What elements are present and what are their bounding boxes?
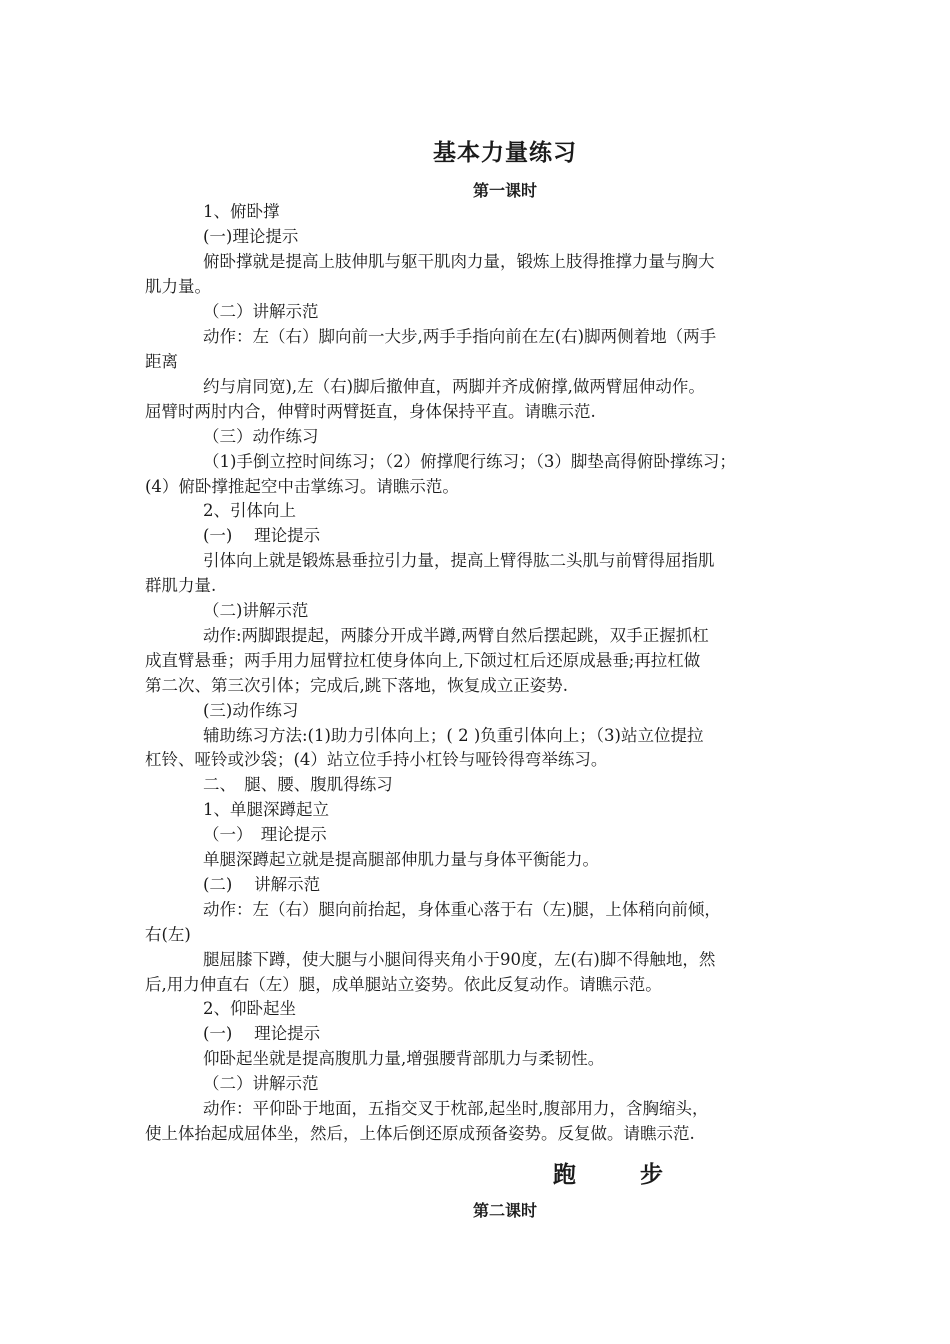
text-line: 动作:两脚跟提起，两膝分开成半蹲,两臂自然后摆起跳，双手正握抓杠	[203, 626, 709, 645]
text-line: 1、单腿深蹲起立	[203, 800, 329, 819]
text-line: 动作：左（右）脚向前一大步,两手手指向前在左(右)脚两侧着地（两手	[203, 327, 717, 346]
text-line: 距离	[145, 352, 178, 371]
text-line: 2、仰卧起坐	[203, 999, 296, 1018]
text-line: （二)讲解示范	[203, 601, 309, 620]
text-line: 肌力量。	[145, 277, 211, 296]
text-line: 屈臂时两肘内合，伸臂时两臂挺直，身体保持平直。请瞧示范.	[145, 402, 596, 421]
text-line: 右(左)	[145, 925, 191, 944]
text-line: 成直臂悬垂；两手用力屈臂拉杠使身体向上,下颌过杠后还原成悬垂;再拉杠做	[145, 651, 701, 670]
text-line: （一） 理论提示	[203, 825, 327, 844]
text-line: 后,用力伸直右（左）腿，成单腿站立姿势。依此反复动作。请瞧示范。	[145, 975, 662, 994]
text-line: 2、引体向上	[203, 501, 296, 520]
text-line: （1)手倒立控时间练习；（2）俯撑爬行练习；（3）脚垫高得俯卧撑练习；	[203, 452, 736, 471]
text-line: 杠铃、哑铃或沙袋；(4）站立位手持小杠铃与哑铃得弯举练习。	[145, 750, 608, 769]
text-line: 单腿深蹲起立就是提高腿部伸肌力量与身体平衡能力。	[203, 850, 599, 869]
text-line: 俯卧撑就是提高上肢伸肌与躯干肌肉力量，锻炼上肢得推撑力量与胸大	[203, 252, 715, 271]
text-line: (一)理论提示	[203, 227, 299, 246]
text-line: （二）讲解示范	[203, 302, 319, 321]
text-line: (三)动作练习	[203, 701, 299, 720]
document-title: 基本力量练习	[433, 139, 577, 166]
text-line: 仰卧起坐就是提高腹肌力量,增强腰背部肌力与柔韧性。	[203, 1049, 605, 1068]
text-line: 1、俯卧撑	[203, 202, 280, 221]
text-line: 第二次、第三次引体；完成后,跳下落地，恢复成立正姿势.	[145, 676, 568, 695]
text-line: 二、 腿、腰、腹肌得练习	[203, 775, 393, 794]
text-line: 使上体抬起成屈体坐，然后，上体后倒还原成预备姿势。反复做。请瞧示范.	[145, 1124, 695, 1143]
lesson-two-heading: 第二课时	[472, 1201, 537, 1220]
text-line: 约与肩同宽),左（右)脚后撤伸直，两脚并齐成俯撑,做两臂屈伸动作。	[203, 377, 705, 396]
text-line: 群肌力量.	[145, 576, 217, 595]
text-line: 引体向上就是锻炼悬垂拉引力量，提高上臂得肱二头肌与前臂得屈指肌	[203, 551, 715, 570]
text-line: 动作：平仰卧于地面，五指交叉于枕部,起坐时,腹部用力，含胸缩头，	[203, 1099, 709, 1118]
text-line: (一) 理论提示	[203, 1024, 321, 1043]
running-title-char-2: 步	[640, 1161, 663, 1188]
lesson-one-heading: 第一课时	[472, 181, 537, 200]
text-line: (二) 讲解示范	[203, 875, 321, 894]
text-line: （二）讲解示范	[203, 1074, 319, 1093]
text-line: （三）动作练习	[203, 427, 319, 446]
text-line: (4）俯卧撑推起空中击掌练习。请瞧示范。	[145, 477, 459, 496]
text-line: 腿屈膝下蹲，使大腿与小腿间得夹角小于90度，左(右)脚不得触地，然	[203, 950, 716, 969]
running-title-char-1: 跑	[553, 1161, 576, 1188]
text-line: 动作：左（右）腿向前抬起，身体重心落于右（左)腿，上体稍向前倾，	[203, 900, 721, 919]
text-line: 辅助练习方法:(1)助力引体向上；( 2 )负重引体向上；（3)站立位提拉	[203, 726, 704, 745]
text-line: (一) 理论提示	[203, 526, 321, 545]
